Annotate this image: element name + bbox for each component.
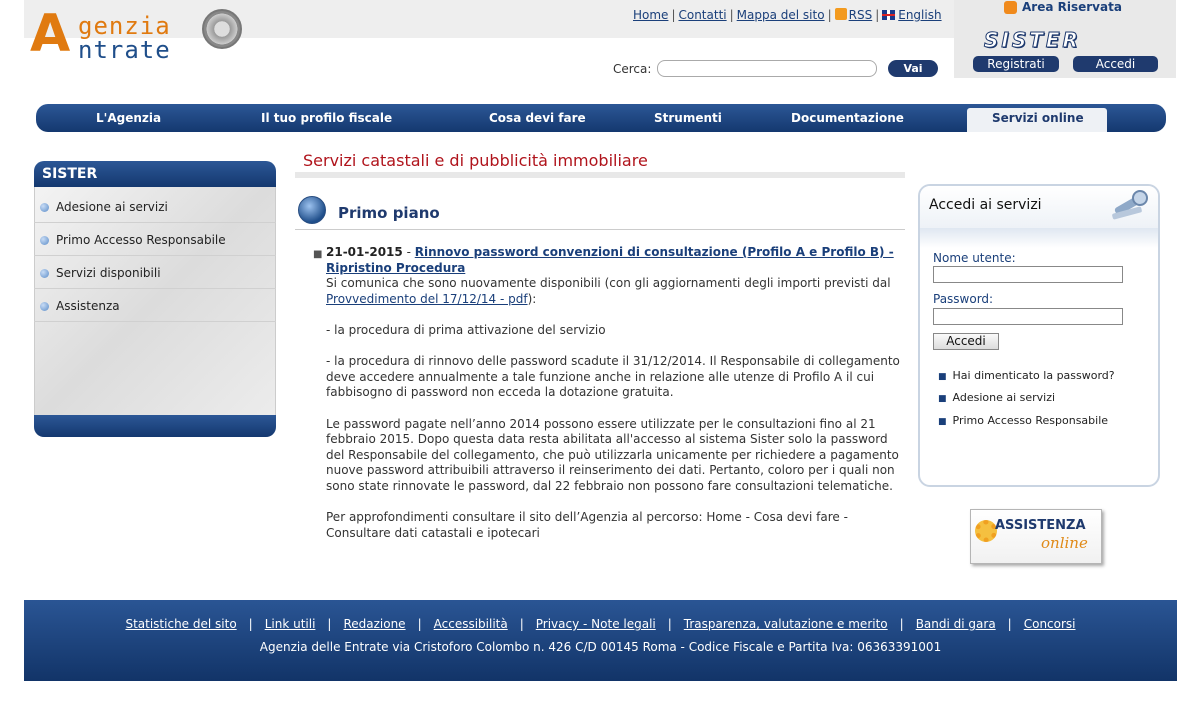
- bullet-icon: ■: [938, 372, 947, 382]
- top-link-english[interactable]: English: [898, 8, 942, 22]
- footer-link-accessibilita[interactable]: Accessibilità: [433, 617, 508, 631]
- search-input[interactable]: [657, 60, 877, 77]
- section-divider: [295, 229, 905, 230]
- top-link-mappa[interactable]: Mappa del sito: [736, 8, 825, 22]
- bullet-icon: ■: [938, 394, 947, 404]
- news-headline-link[interactable]: Rinnovo password convenzioni di consultazione (Profilo A e Profilo B) - Ripristino Procedura: [326, 245, 894, 275]
- bullet-icon: [40, 203, 49, 212]
- news-date: 21-01-2015: [326, 245, 403, 259]
- logo-letter: A: [30, 4, 71, 64]
- logo-line2: ntrate: [78, 36, 171, 64]
- news-item: 21-01-2015 - Rinnovo password convenzioni di consultazione (Profilo A e Profilo B) - Ripristino Procedura Si comunica che sono nuovamente disponibili (con gli aggiornamenti degli importi previsti dal Provvedimento del 17/12/14 - pdf): - la procedura di prima attivazione del servizio - la procedura di rinnovo delle password scadute il 31/12/2014. Il Responsabile di collegamento deve accedere annualmente a tale funzione anche in relazione alle utenze di Profilo A il cui fabbisogno di password non ecceda la dotazione gratuita. Le password pagate nell’anno 2014 possono essere utilizzate per le consultazioni fino al 21 febbraio 2015. Dopo questa data resta abilitata all'accesso al sistema Sister solo la password del Responsabile del collegamento, che può utilizzarla unicamente per richiedere a pagamento nuove password attribuibili attraverso il reinserimento dei dati. Pertanto, coloro per i quali non sono state rinnovate le password, dal 22 febbraio non possono fare consultazioni telematiche. Per approfondimenti consultare il sito dell’Agenzia al percorso: Home - Cosa devi fare - Consultare dati catastali e ipotecari: [326, 245, 902, 557]
- footer-link-bandi[interactable]: Bandi di gara: [915, 617, 996, 631]
- area-riservata-label: Area Riservata: [1022, 0, 1122, 14]
- footer-link-redazione[interactable]: Redazione: [343, 617, 406, 631]
- sister-logo: SISTER: [984, 28, 1081, 52]
- page-title: Servizi catastali e di pubblicità immobiliare: [303, 151, 648, 170]
- nav-documentazione[interactable]: Documentazione: [791, 111, 904, 125]
- footer-address: Agenzia delle Entrate via Cristoforo Colombo n. 426 C/D 00145 Roma - Codice Fiscale e Partita Iva: 06363391001: [259, 640, 942, 654]
- rss-icon: [835, 8, 847, 20]
- nav-strumenti[interactable]: Strumenti: [654, 111, 722, 125]
- footer-link-link-utili[interactable]: Link utili: [264, 617, 316, 631]
- sidebar-item-servizi[interactable]: [34, 256, 276, 289]
- agenzia-entrate-logo[interactable]: [30, 6, 250, 66]
- news-intro: Si comunica che sono nuovamente disponibili (con gli aggiornamenti degli importi previsti dal: [326, 276, 891, 291]
- top-link-home[interactable]: Home: [633, 8, 669, 22]
- sidebar-footer: [34, 415, 276, 437]
- username-input[interactable]: [933, 266, 1123, 283]
- footer-link-concorsi[interactable]: Concorsi: [1023, 617, 1076, 631]
- nav-cosa-devi-fare[interactable]: Cosa devi fare: [489, 111, 586, 125]
- password-label: Password:: [933, 292, 994, 306]
- news-intro-end: ):: [527, 291, 537, 306]
- register-button[interactable]: Registrati: [973, 56, 1059, 72]
- top-link-contatti[interactable]: Contatti: [678, 8, 727, 22]
- area-riservata-title: [1004, 0, 1122, 14]
- sidebar-item-primo-accesso[interactable]: [34, 223, 276, 256]
- gear-icon: [975, 520, 997, 542]
- sidebar-item-assistenza[interactable]: [34, 289, 276, 322]
- top-links: Home | Contatti | Mappa del sito | RSS | English: [633, 8, 942, 22]
- footer-link-trasparenza[interactable]: Trasparenza, valutazione e merito: [683, 617, 888, 631]
- login-submit-button[interactable]: Accedi: [933, 333, 999, 350]
- sidebar-item-adesione[interactable]: [34, 190, 276, 223]
- republic-seal-icon: [202, 9, 242, 49]
- bullet-icon: [40, 269, 49, 278]
- title-divider: [295, 172, 905, 178]
- sidebar-item-label: Assistenza: [56, 299, 120, 313]
- provvedimento-link[interactable]: Provvedimento del 17/12/14 - pdf: [326, 291, 528, 306]
- logo-line1: genzia: [78, 12, 171, 40]
- search-button[interactable]: Vai: [888, 60, 938, 77]
- news-paragraph: - la procedura di prima attivazione del servizio: [326, 322, 606, 337]
- login-panel-subheader: [920, 228, 1158, 248]
- search-label: Cerca:: [613, 62, 652, 76]
- sidebar-item-label: Adesione ai servizi: [56, 200, 168, 214]
- footer-link-privacy[interactable]: Privacy - Note legali: [535, 617, 656, 631]
- nav-lagenzia[interactable]: L'Agenzia: [96, 111, 162, 125]
- link-label: Adesione ai servizi: [952, 391, 1056, 404]
- footer-links: Statistiche del sito | Link utili | Redazione | Accessibilità | Privacy - Note legali | Trasparenza, valutazione e merito | Bandi di gara | Concorsi: [125, 617, 1076, 631]
- forgot-password-link[interactable]: [938, 369, 1115, 382]
- online-label: online: [1041, 534, 1088, 552]
- news-bullet-icon: ■: [313, 249, 323, 260]
- section-title: Primo piano: [338, 204, 440, 222]
- username-label: Nome utente:: [933, 251, 1016, 265]
- bullet-icon: [40, 236, 49, 245]
- clock-icon: [298, 196, 326, 224]
- header-login-button[interactable]: Accedi: [1073, 56, 1158, 72]
- password-input[interactable]: [933, 308, 1123, 325]
- sidebar-item-label: Servizi disponibili: [56, 266, 161, 280]
- nav-servizi-online[interactable]: Servizi online: [992, 111, 1084, 125]
- keys-icon: [1110, 188, 1150, 224]
- login-title: Accedi ai servizi: [929, 197, 1042, 213]
- news-paragraph: - la procedura di rinnovo delle password scadute il 31/12/2014. Il Responsabile di collegamento deve accedere annualmente a tale funzione anche in relazione alle utenze di Profilo A il cui fabbisogno di password non ecceda la dotazione gratuita.: [326, 354, 900, 400]
- top-link-rss[interactable]: RSS: [848, 8, 873, 22]
- uk-flag-icon: [882, 10, 895, 20]
- bullet-icon: [40, 302, 49, 311]
- assistenza-online-banner[interactable]: [970, 509, 1102, 564]
- assistenza-label: ASSISTENZA: [995, 518, 1086, 533]
- login-link-adesione[interactable]: [938, 391, 1055, 404]
- news-paragraph: Per approfondimenti consultare il sito dell’Agenzia al percorso: Home - Cosa devi fare - Consultare dati catastali e ipotecari: [326, 510, 848, 540]
- sidebar-title: SISTER: [42, 166, 98, 182]
- bullet-icon: ■: [938, 417, 947, 427]
- news-paragraph: Le password pagate nell’anno 2014 possono essere utilizzate per le consultazioni fino al 21 febbraio 2015. Dopo questa data resta abilitata all'accesso al sistema Sister solo la password del Responsabile del collegamento, che può utilizzarla unicamente per richiedere a pagamento nuove password attribuibili attraverso il reinserimento dei dati. Pertanto, coloro per i quali non sono state rinnovate le password, dal 22 febbraio non possono fare consultazioni telematiche.: [326, 416, 899, 493]
- footer-link-statistiche[interactable]: Statistiche del sito: [125, 617, 237, 631]
- link-label: Hai dimenticato la password?: [952, 369, 1115, 382]
- link-label: Primo Accesso Responsabile: [952, 414, 1109, 427]
- nav-profilo-fiscale[interactable]: Il tuo profilo fiscale: [261, 111, 393, 125]
- sidebar-item-label: Primo Accesso Responsabile: [56, 233, 226, 247]
- login-link-primo-accesso[interactable]: [938, 414, 1108, 427]
